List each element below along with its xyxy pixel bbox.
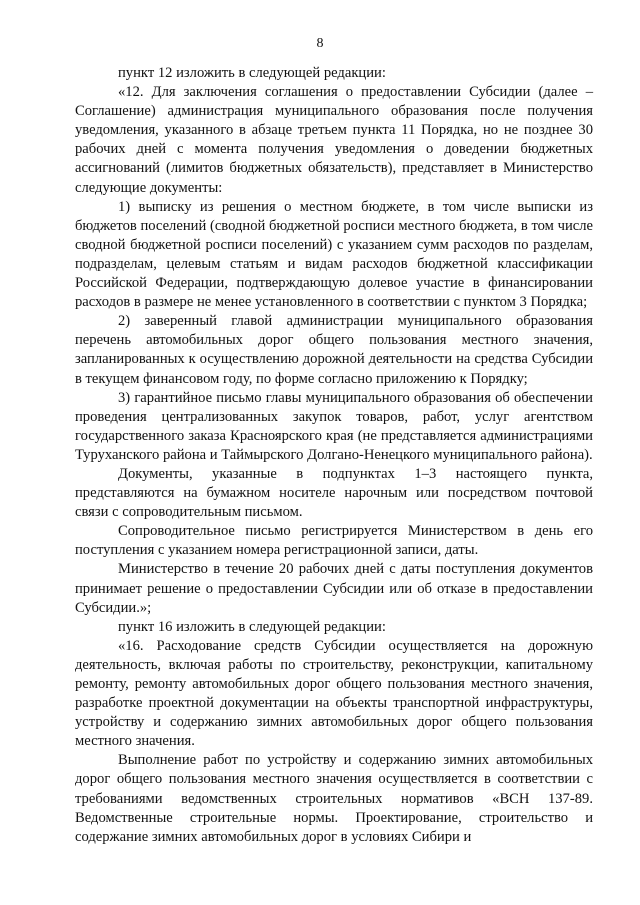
page-number: 8 (316, 36, 324, 51)
paragraph-intro-16: пункт 16 изложить в следующей редакции: (118, 618, 386, 635)
paragraph-ministry-decision: Министерство в течение 20 рабочих дней с даты поступления документов принимает решение о предоставлении Субсидии или об отказе в предоставлении Субсидии.»; (75, 561, 593, 616)
paragraph-clause-16: «16. Расходование средств Субсидии осуществляется на дорожную деятельность, включая работы по строительству, реконструкции, капитальному ремонту, ремонту автомобильных дорог общего пользования местного значения, разработке проектной документации на объекты транспортной инфраструктуры, устройству и содержанию зимних автомобильных дорог общего пользования местного значения. (75, 637, 593, 750)
paragraph-item-3: 3) гарантийное письмо главы муниципального образования об обеспечении проведения централизованных закупок товаров, работ, услуг агентством государственного заказа Красноярского края (не представляется администрациями Туруханского района и Таймырского Долгано-Ненецкого муниципального района). (75, 389, 593, 463)
paragraph-item-1: 1) выписку из решения о местном бюджете, в том числе выписки из бюджетов поселений (сводной бюджетной росписи местного бюджета, в том числе сводной бюджетной росписи поселений) с указанием сумм расходов по разделам, подразделам, целевым статьям и видам расходов бюджетной классификации Российской Федерации, подтверждающую долевое участие в финансировании расходов в размере не менее установленного в соответствии с пунктом 3 Порядка; (75, 198, 593, 311)
paragraph-winter-roads: Выполнение работ по устройству и содержанию зимних автомобильных дорог общего пользования местного значения осуществляется в соответствии с требованиями ведомственных строительных нормативов «ВСН 137-89. Ведомственные строительные нормы. Проектирование, строительство и содержание зимних автомобильных дорог в условиях Сибири и (75, 752, 593, 845)
paragraph-intro-12: пункт 12 изложить в следующей редакции: (118, 65, 386, 81)
paragraph-cover-letter: Сопроводительное письмо регистрируется Министерством в день его поступления с указанием номера регистрационной записи, даты. (75, 523, 593, 559)
paragraph-clause-12: «12. Для заключения соглашения о предоставлении Субсидии (далее – Соглашение) администрация муниципального образования после получения уведомления, указанного в абзаце третьем пункта 11 Порядка, но не позднее 30 рабочих дней с момента получения уведомления о доведении бюджетных ассигнований (лимитов бюджетных обязательств), представляет в Министерство следующие документы: (75, 84, 593, 196)
paragraph-documents: Документы, указанные в подпунктах 1–3 настоящего пункта, представляются на бумажном носителе нарочным или посредством почтовой связи с сопроводительным письмом. (75, 465, 593, 521)
paragraph-item-2: 2) заверенный главой администрации муниципального образования перечень автомобильных дорог общего пользования местного значения, запланированных к осуществлению дорожной деятельности на средства Субсидии в текущем финансовом году, по форме согласно приложению к Порядку; (75, 313, 593, 387)
document-body (75, 64, 593, 847)
